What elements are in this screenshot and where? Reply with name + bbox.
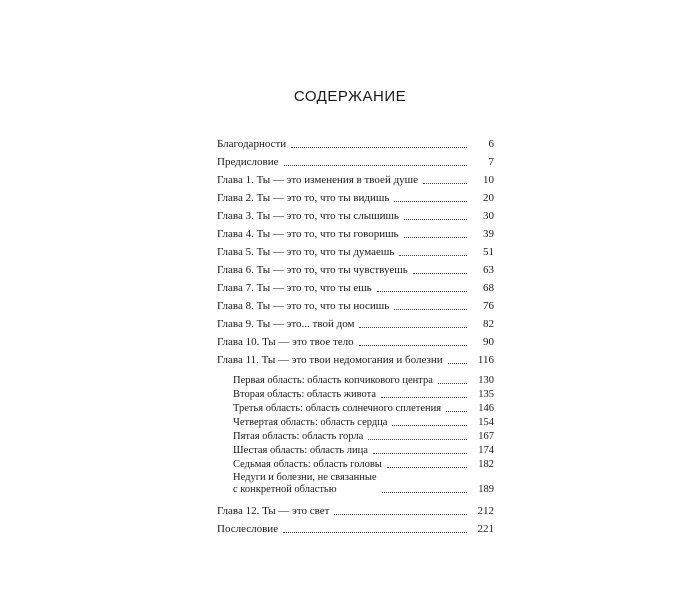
- toc-entry[interactable]: [217, 297, 494, 315]
- dot-leader: [399, 254, 467, 256]
- dot-leader: [448, 362, 467, 364]
- toc-page-number: 82: [483, 318, 494, 330]
- toc-page-number: 30: [483, 210, 494, 222]
- toc-page-number: 174: [478, 445, 494, 456]
- toc-subentry-label: Седьмая область: область головы: [233, 459, 382, 470]
- toc-entry[interactable]: [217, 135, 494, 153]
- toc-entry[interactable]: [217, 243, 494, 261]
- toc-subentry-label: Третья область: область солнечного сплетения: [233, 403, 442, 414]
- toc-entry[interactable]: [217, 207, 494, 225]
- toc-page-number: 212: [477, 505, 494, 517]
- toc-page-number: 135: [478, 389, 494, 400]
- toc-page-number: 20: [483, 192, 494, 204]
- toc-entry[interactable]: [217, 189, 494, 207]
- toc-page-number: 76: [483, 300, 494, 312]
- toc-subentry[interactable]: [217, 472, 494, 497]
- toc-page-number: 154: [478, 417, 494, 428]
- toc-entry-label: Глава 8. Ты — это то, что ты носишь: [217, 300, 390, 312]
- toc-entry[interactable]: [217, 351, 494, 369]
- dot-leader: [394, 200, 467, 202]
- toc-page-number: 90: [483, 336, 494, 348]
- toc-entry-label: Глава 5. Ты — это то, что ты думаешь: [217, 246, 395, 258]
- dot-leader: [387, 466, 467, 468]
- toc-subentry[interactable]: [217, 416, 494, 430]
- toc-entry-label: Глава 3. Ты — это то, что ты слышишь: [217, 210, 399, 222]
- toc-entry-label: Глава 1. Ты — это изменения в твоей душе: [217, 174, 419, 186]
- dot-leader: [404, 218, 467, 220]
- toc-subentry-label: Вторая область: область живота: [233, 389, 377, 400]
- toc-page-number: 189: [478, 484, 494, 495]
- toc-entry-label: Глава 2. Ты — это то, что ты видишь: [217, 192, 390, 204]
- toc-entry[interactable]: [217, 279, 494, 297]
- toc-subentry-label: Первая область: область копчикового центра: [233, 375, 433, 386]
- toc-entry-label: Глава 7. Ты — это то, что ты ешь: [217, 282, 372, 294]
- toc-entry-label: Благодарности: [217, 138, 287, 150]
- toc-entry-label: Глава 6. Ты — это то, что ты чувствуешь: [217, 264, 408, 276]
- toc-entry-label: Предисловие: [217, 156, 279, 168]
- toc-page-number: 130: [478, 375, 494, 386]
- toc-entry[interactable]: [217, 225, 494, 243]
- toc-page-number: 146: [478, 403, 494, 414]
- dot-leader: [382, 491, 467, 493]
- toc-entry-label: Глава 12. Ты — это свет: [217, 505, 330, 517]
- toc-page-number: 39: [483, 228, 494, 240]
- toc-page-number: 182: [478, 459, 494, 470]
- toc-subentry[interactable]: [217, 374, 494, 388]
- toc-entry[interactable]: [217, 520, 494, 538]
- toc-subentry-label: Пятая область: область горла: [233, 431, 364, 442]
- toc-entry[interactable]: [217, 333, 494, 351]
- toc-entry[interactable]: [217, 171, 494, 189]
- dot-leader: [359, 344, 467, 346]
- dot-leader: [359, 326, 467, 328]
- dot-leader: [334, 513, 467, 515]
- dot-leader: [291, 146, 467, 148]
- toc-subentry[interactable]: [217, 458, 494, 472]
- toc-page-number: 167: [478, 431, 494, 442]
- toc-subentry-label: Шестая область: область лица: [233, 445, 368, 456]
- toc-entry-label: Глава 11. Ты — это твои недомогания и болезни: [217, 354, 443, 366]
- toc-page-number: 7: [488, 156, 494, 168]
- toc-entry[interactable]: [217, 315, 494, 333]
- toc-page-number: 51: [483, 246, 494, 258]
- dot-leader: [373, 452, 467, 454]
- toc-entry-label: Послесловие: [217, 523, 279, 535]
- toc-page-number: 10: [483, 174, 494, 186]
- toc-subentry[interactable]: [217, 430, 494, 444]
- toc-subentry[interactable]: [217, 444, 494, 458]
- dot-leader: [283, 531, 467, 533]
- dot-leader: [438, 382, 467, 384]
- dot-leader: [394, 308, 467, 310]
- toc-entry[interactable]: [217, 502, 494, 520]
- dot-leader: [381, 396, 467, 398]
- dot-leader: [423, 182, 467, 184]
- toc-entry[interactable]: [217, 261, 494, 279]
- toc-subentry[interactable]: [217, 402, 494, 416]
- toc-page-number: 68: [483, 282, 494, 294]
- dot-leader: [284, 164, 468, 166]
- dot-leader: [377, 290, 467, 292]
- table-of-contents: [217, 135, 494, 538]
- page-title: СОДЕРЖАНИЕ: [293, 88, 407, 105]
- toc-entry-label: Глава 9. Ты — это... твой дом: [217, 318, 355, 330]
- toc-entry[interactable]: [217, 153, 494, 171]
- toc-page-number: 63: [483, 264, 494, 276]
- toc-page-number: 6: [488, 138, 494, 150]
- dot-leader: [368, 438, 467, 440]
- dot-leader: [404, 236, 467, 238]
- toc-page-number: 116: [477, 354, 494, 366]
- toc-page-number: 221: [477, 523, 494, 535]
- dot-leader: [446, 410, 467, 412]
- toc-entry-label: Глава 4. Ты — это то, что ты говоришь: [217, 228, 399, 240]
- toc-entry-label: Глава 10. Ты — это твое тело: [217, 336, 354, 348]
- toc-subentry-label: Недуги и болезни, не связанные с конкретной областью: [233, 472, 377, 495]
- dot-leader: [413, 272, 467, 274]
- dot-leader: [392, 424, 467, 426]
- toc-subentry-label: Четвертая область: область сердца: [233, 417, 388, 428]
- toc-subentry[interactable]: [217, 388, 494, 402]
